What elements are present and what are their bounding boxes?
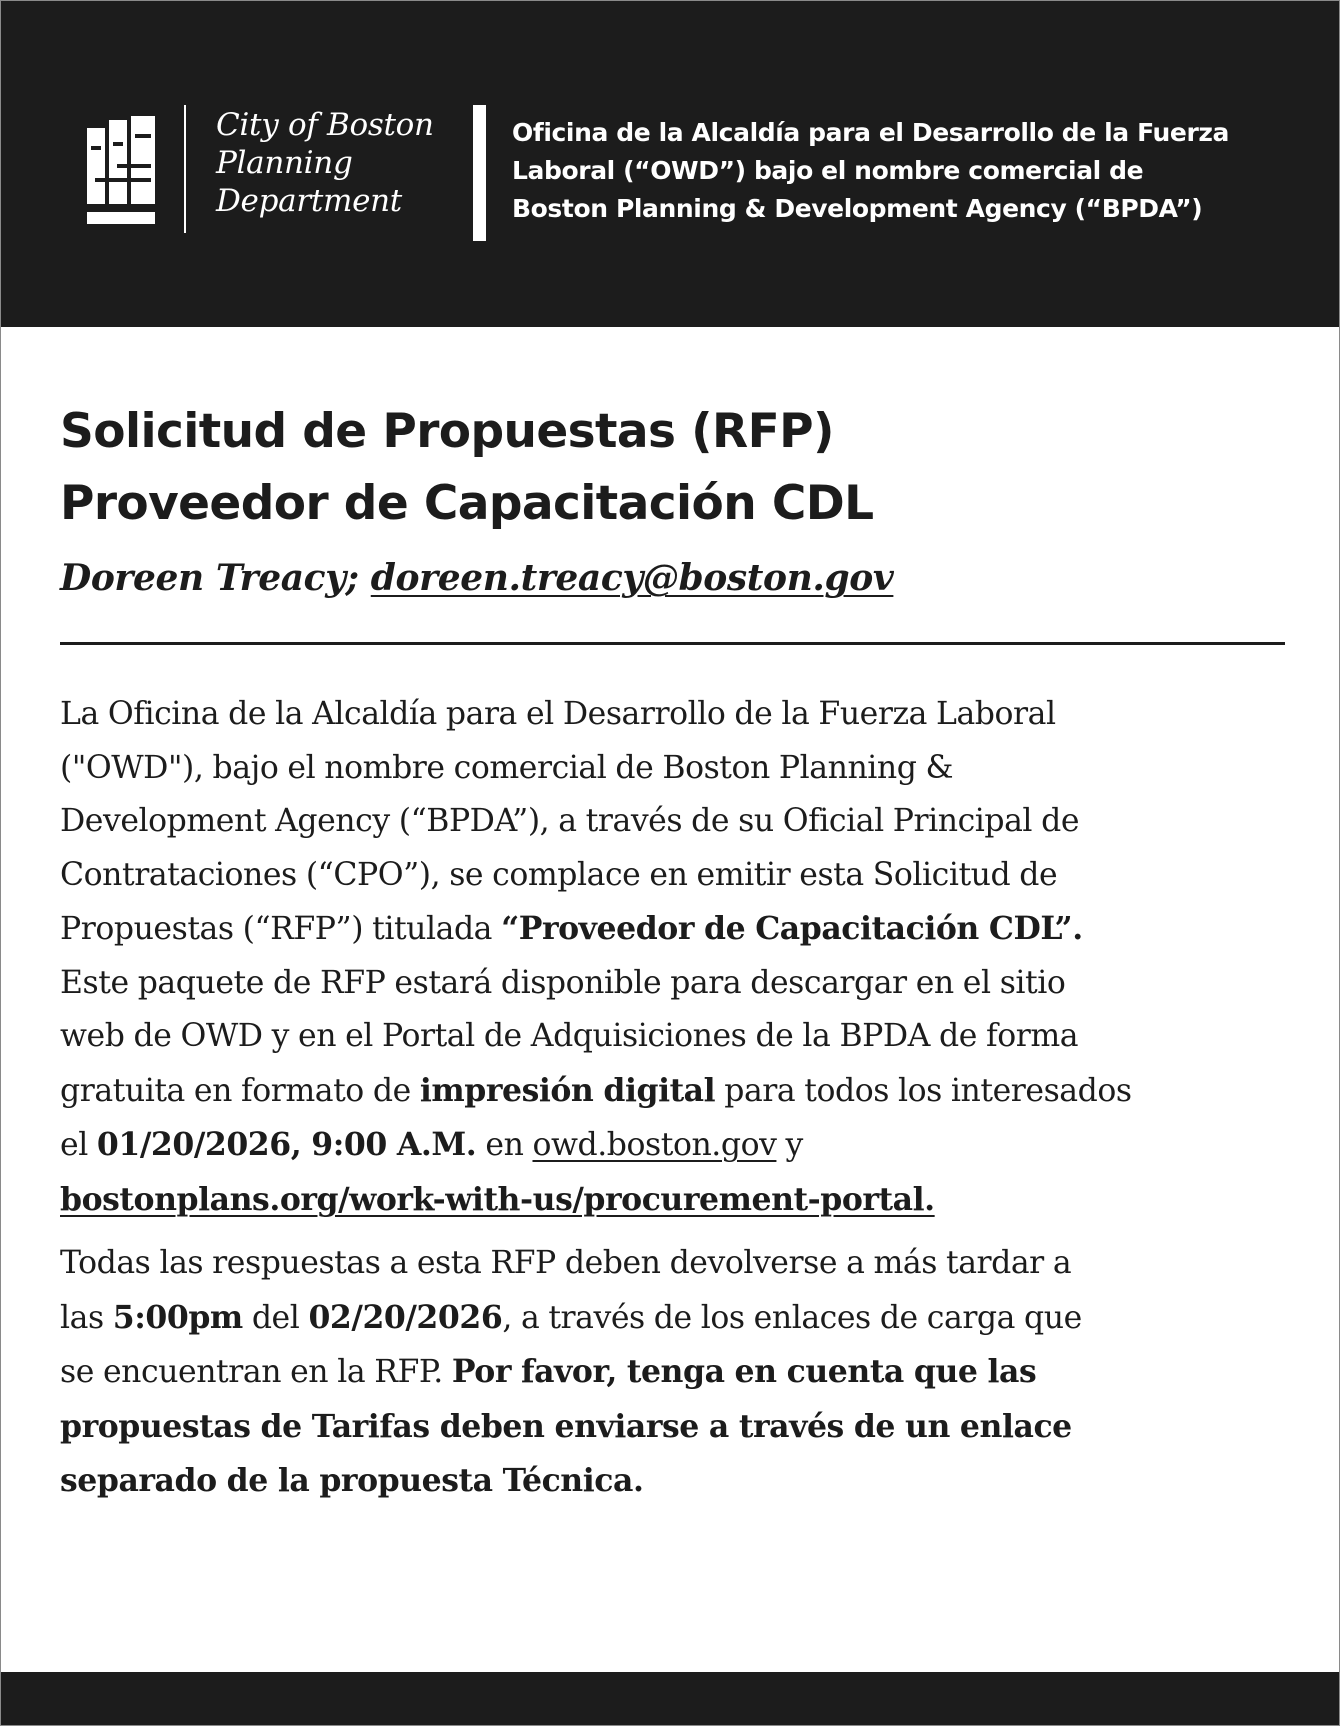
text-span: y xyxy=(776,1127,803,1163)
text-line: Este paquete de RFP estará disponible para descargar en el sitio xyxy=(60,964,1066,1001)
owd-website-link[interactable]: owd.boston.gov xyxy=(532,1127,777,1163)
divider-rule xyxy=(60,642,1285,645)
document-title xyxy=(60,396,874,540)
format-bold: impresión digital xyxy=(419,1071,716,1109)
notice-bold: propuestas de Tarifas deben enviarse a través de un enlace xyxy=(60,1407,1072,1445)
text-line: Development Agency (“BPDA”), a través de su Oficial Principal de xyxy=(60,803,1080,839)
release-date-bold: 01/20/2026, 9:00 A.M. xyxy=(96,1126,477,1163)
text-span: en xyxy=(476,1127,533,1163)
logo-divider xyxy=(184,105,186,233)
text-span: Propuestas (“RFP”) titulada xyxy=(60,911,502,947)
title-line: Solicitud de Propuestas (RFP) xyxy=(60,404,834,459)
text-line xyxy=(60,1118,1295,1173)
title-line: Proveedor de Capacitación CDL xyxy=(60,476,874,531)
text-line xyxy=(60,1064,1295,1119)
deadline-date-bold: 02/20/2026 xyxy=(308,1298,503,1336)
rfp-title-bold: “Proveedor de Capacitación CDL”. xyxy=(501,910,1083,947)
text-line xyxy=(60,1454,1295,1509)
text-line: Todas las respuestas a esta RFP deben devolverse a más tardar a xyxy=(60,1245,1072,1281)
text-span: las xyxy=(60,1299,113,1336)
text-span: se encuentran en la RFP. xyxy=(60,1354,452,1390)
header-banner xyxy=(1,1,1339,327)
logo-line: Planning xyxy=(216,145,353,181)
logo-line: Department xyxy=(216,183,402,219)
text-line: web de OWD y en el Portal de Adquisiciones de la BPDA de forma xyxy=(60,1018,1079,1054)
text-line xyxy=(60,1173,1295,1228)
paragraph-gap xyxy=(60,1227,1295,1237)
agency-name xyxy=(512,114,1312,228)
paragraph-2 xyxy=(60,1237,1295,1509)
logo-line: City of Boston xyxy=(216,107,434,143)
text-line xyxy=(60,902,1295,957)
text-span: para todos los interesados xyxy=(715,1072,1132,1109)
header-accent-bar xyxy=(473,105,486,241)
contact-line xyxy=(60,555,893,601)
body-text xyxy=(60,688,1295,1509)
logo-wordmark xyxy=(216,106,434,220)
agency-line: Oficina de la Alcaldía para el Desarrollo de la Fuerza xyxy=(512,118,1230,147)
notice-bold: Por favor, tenga en cuenta que las xyxy=(451,1353,1037,1390)
contact-email-link[interactable]: doreen.treacy@boston.gov xyxy=(370,557,894,599)
text-span: del xyxy=(242,1299,309,1336)
text-line: ("OWD"), bajo el nombre comercial de Boston Planning & xyxy=(60,749,954,786)
text-line xyxy=(60,1345,1295,1400)
deadline-time-bold: 5:00pm xyxy=(112,1298,243,1336)
contact-name: Doreen Treacy; xyxy=(60,557,359,599)
text-line: La Oficina de la Alcaldía para el Desarrollo de la Fuerza Laboral xyxy=(60,696,1056,732)
text-span: gratuita en formato de xyxy=(60,1072,420,1109)
notice-bold: separado de la propuesta Técnica. xyxy=(60,1462,644,1499)
text-line xyxy=(60,1400,1295,1455)
boston-planning-logo-icon xyxy=(87,116,155,224)
paragraph-1 xyxy=(60,688,1295,1227)
agency-line: Laboral (“OWD”) bajo el nombre comercial de xyxy=(512,156,1144,185)
footer-bar xyxy=(1,1672,1339,1725)
text-line xyxy=(60,1291,1295,1346)
procurement-portal-link[interactable]: bostonplans.org/work-with-us/procurement-portal. xyxy=(60,1180,935,1218)
text-line: Contrataciones (“CPO”), se complace en emitir esta Solicitud de xyxy=(60,856,1058,893)
text-span: el xyxy=(60,1127,97,1163)
agency-line: Boston Planning & Development Agency (“BPDA”) xyxy=(512,194,1203,223)
text-span: , a través de los enlaces de carga que xyxy=(502,1299,1082,1336)
